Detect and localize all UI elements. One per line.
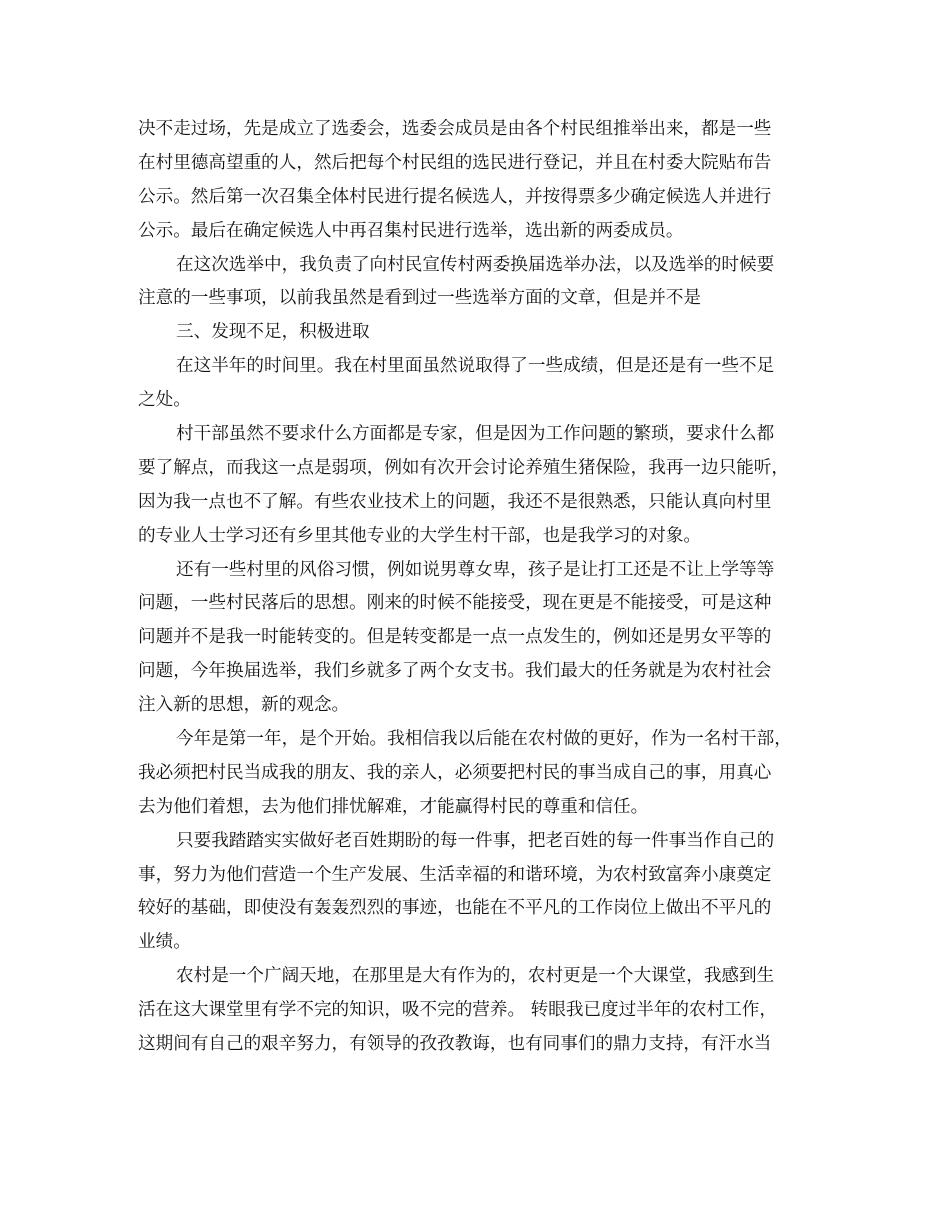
text-line: 问题，一些村民落后的思想。刚来的时候不能接受，现在更是不能接受，可是这种 xyxy=(138,593,772,614)
text-line: 要了解点，而我这一点是弱项，例如有次开会讨论养殖生猪保险，我再一边只能听， xyxy=(138,457,789,478)
text-line: 村干部虽然不要求什么方面都是专家，但是因为工作问题的繁琐，要求什么都 xyxy=(176,424,775,445)
text-line: 之处。 xyxy=(138,390,191,411)
text-line: 事，努力为他们营造一个生产发展、生活幸福的和谐环境，为农村致富奔小康奠定 xyxy=(138,864,772,885)
text-line: 决不走过场，先是成立了选委会，选委会成员是由各个村民组推举出来，都是一些 xyxy=(138,119,772,139)
text-line: 这期间有自己的艰辛努力，有领导的孜孜教诲，也有同事们的鼎力支持，有汗水当 xyxy=(138,1034,772,1055)
text-line: 在村里德高望重的人，然后把每个村民组的选民进行登记，并且在村委大院贴布告 xyxy=(138,152,772,173)
text-line: 因为我一点也不了解。有些农业技术上的问题，我还不是很熟悉，只能认真向村里 xyxy=(138,491,772,512)
text-line: 还有一些村里的风俗习惯，例如说男尊女卑，孩子是让打工还是不让上学等等 xyxy=(176,559,775,580)
text-line: 去为他们着想，去为他们排忧解难，才能赢得村民的尊重和信任。 xyxy=(138,796,649,817)
text-line: 活在这大课堂里有学不完的知识，吸不完的营养。 转眼我已度过半年的农村工作， xyxy=(138,1000,777,1021)
text-line: 公示。最后在确定候选人中再召集村民进行选举，选出新的两委成员。 xyxy=(138,220,684,241)
text-line: 公示。然后第一次召集全体村民进行提名候选人，并按得票多少确定候选人并进行 xyxy=(138,186,772,207)
text-line: 我必须把村民当成我的朋友、我的亲人，必须要把村民的事当成自己的事，用真心 xyxy=(138,762,772,783)
text-line: 在这半年的时间里。我在村里面虽然说取得了一些成绩，但是还是有一些不足 xyxy=(176,356,775,377)
text-line: 农村是一个广阔天地，在那里是大有作为的，农村更是一个大课堂，我感到生 xyxy=(176,966,775,987)
text-line: 较好的基础，即使没有轰轰烈烈的事迹，也能在不平凡的工作岗位上做出不平凡的 xyxy=(138,898,772,919)
text-line: 业绩。 xyxy=(138,932,191,953)
section-heading: 三、发现不足，积极进取 xyxy=(176,322,370,343)
text-line: 问题，今年换届选举，我们乡就多了两个女支书。我们最大的任务就是为农村社会 xyxy=(138,661,772,682)
document-body xyxy=(138,113,818,1062)
text-line: 今年是第一年，是个开始。我相信我以后能在农村做的更好，作为一名村干部， xyxy=(176,729,792,750)
text-line: 注意的一些事项，以前我虽然是看到过一些选举方面的文章，但是并不是 xyxy=(138,288,702,309)
text-line: 注入新的思想，新的观念。 xyxy=(138,695,350,716)
text-line: 只要我踏踏实实做好老百姓期盼的每一件事，把老百姓的每一件事当作自己的 xyxy=(176,830,775,851)
text-line: 的专业人士学习还有乡里其他专业的大学生村干部，也是我学习的对象。 xyxy=(138,525,702,546)
text-line: 问题并不是我一时能转变的。但是转变都是一点一点发生的，例如还是男女平等的 xyxy=(138,627,772,648)
text-line: 在这次选举中，我负责了向村民宣传村两委换届选举办法，以及选举的时候要 xyxy=(176,254,775,275)
